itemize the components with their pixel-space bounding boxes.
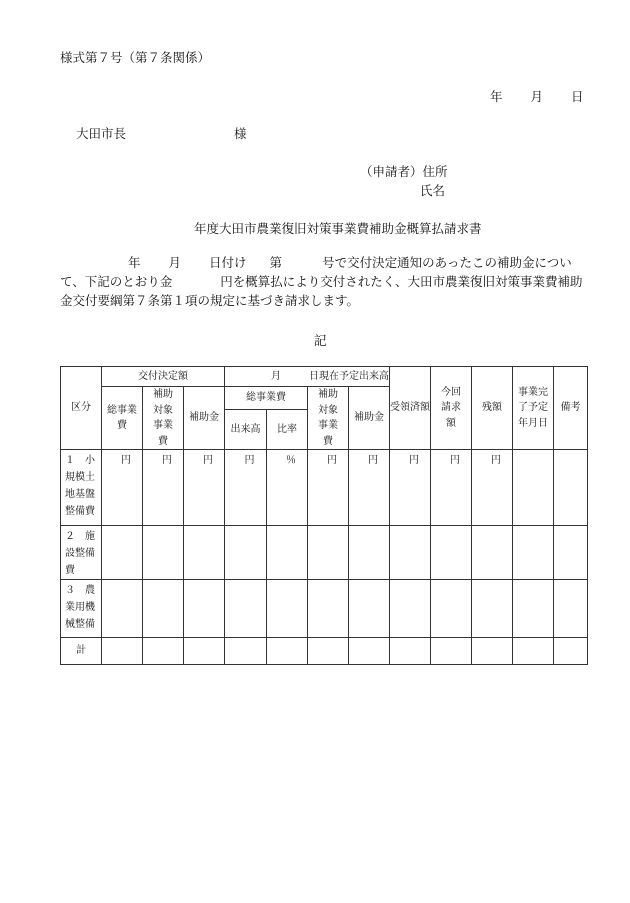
table-cell <box>143 526 184 580</box>
table-cell <box>513 638 554 665</box>
table-cell <box>349 526 390 580</box>
body-dai: 第 <box>269 255 283 270</box>
header-kofu-subsidy: 補助金 <box>184 387 225 450</box>
body-day: 日付け <box>209 255 247 270</box>
row-label: ２ 施設整備費 <box>61 526 102 580</box>
table-cell <box>225 580 267 638</box>
table-cell <box>102 526 143 580</box>
unit-yen: 円 <box>308 450 349 526</box>
form-number: 様式第７号（第７条関係） <box>60 50 211 65</box>
table-cell <box>431 580 472 638</box>
header-received: 受領済額 <box>390 367 431 450</box>
table-cell <box>143 580 184 638</box>
unit-yen: 円 <box>102 450 143 526</box>
header-kofu-group: 交付決定額 <box>102 367 225 387</box>
unit-yen: 円 <box>390 450 431 526</box>
table-cell <box>390 526 431 580</box>
header-progress-total: 総事業費 <box>225 387 308 410</box>
header-progress-rate: 比率 <box>267 409 308 450</box>
table-cell <box>554 526 588 580</box>
table-cell <box>554 450 588 526</box>
request-table <box>60 366 588 665</box>
table-cell <box>308 526 349 580</box>
table-cell <box>184 638 225 665</box>
table-cell <box>554 580 588 638</box>
unit-percent: ％ <box>267 450 308 526</box>
table-cell <box>390 580 431 638</box>
header-progress-target: 補助対象事業費 <box>308 387 349 450</box>
table-cell <box>472 638 513 665</box>
unit-yen: 円 <box>431 450 472 526</box>
header-completion: 事業完了予定年月日 <box>513 367 554 450</box>
body-text-2: 円を概算払により交付されたく、大田市農業復旧対策事業費補助金交付要綱第７条第１項の規定に基づき請求します。 <box>60 274 583 308</box>
table-cell <box>431 526 472 580</box>
header-remaining: 残額 <box>472 367 513 450</box>
unit-yen: 円 <box>143 450 184 526</box>
addressee-honorific: 様 <box>234 126 247 141</box>
table-row <box>61 580 588 638</box>
table-cell <box>267 526 308 580</box>
body-text-1: 号で交付決定通知のあったこの補助金について、下記のとおり金 <box>60 255 572 289</box>
body-year: 年 <box>128 255 141 270</box>
header-kubun: 区分 <box>61 367 102 450</box>
row-label: ３ 農業用機械整備 <box>61 580 102 638</box>
table-cell <box>225 638 267 665</box>
document-title: 年度大田市農業復旧対策事業費補助金概算払請求書 <box>194 221 482 236</box>
header-progress-subsidy: 補助金 <box>349 387 390 450</box>
header-kofu-total: 総事業費 <box>102 387 143 450</box>
header-row-1 <box>61 367 588 387</box>
table-cell <box>184 580 225 638</box>
ki-heading: 記 <box>314 333 327 348</box>
table-cell <box>472 580 513 638</box>
unit-yen: 円 <box>225 450 267 526</box>
table-cell <box>513 450 554 526</box>
unit-yen: 円 <box>184 450 225 526</box>
date-day: 日 <box>571 89 584 104</box>
table-cell <box>431 638 472 665</box>
unit-yen: 円 <box>472 450 513 526</box>
applicant-address-label: （申請者）住所 <box>360 164 448 179</box>
date-line <box>490 87 584 105</box>
row-label: １ 小規模土地基盤整備費 <box>61 450 102 526</box>
header-kofu-target: 補助対象事業費 <box>143 387 184 450</box>
table-cell <box>472 526 513 580</box>
row-label-total: 計 <box>61 638 102 665</box>
addressee-name: 大田市長 <box>76 126 127 141</box>
table-cell <box>308 580 349 638</box>
header-progress-group <box>225 367 390 387</box>
table-cell <box>267 580 308 638</box>
table-cell <box>184 526 225 580</box>
table-cell <box>267 638 308 665</box>
table-cell <box>513 526 554 580</box>
header-progress-month: 月 <box>271 370 281 382</box>
table-cell <box>143 638 184 665</box>
table-cell <box>225 526 267 580</box>
table-row <box>61 526 588 580</box>
table-cell <box>349 580 390 638</box>
table-cell <box>308 638 349 665</box>
table-cell <box>349 638 390 665</box>
unit-yen: 円 <box>349 450 390 526</box>
table-cell <box>102 638 143 665</box>
date-month: 月 <box>530 89 544 104</box>
header-progress-label: 日現在予定出来高 <box>309 370 389 382</box>
applicant-name-label: 氏名 <box>420 183 446 198</box>
addressee <box>76 124 247 142</box>
table-row <box>61 450 588 526</box>
table-cell <box>513 580 554 638</box>
table-row-total <box>61 638 588 665</box>
body-text <box>60 253 590 310</box>
table-cell <box>554 638 588 665</box>
date-year: 年 <box>490 89 503 104</box>
table-cell <box>102 580 143 638</box>
header-remarks: 備考 <box>554 367 588 450</box>
body-month: 月 <box>168 255 182 270</box>
header-progress-amount: 出来高 <box>225 409 267 450</box>
header-current: 今回請求額 <box>431 367 472 450</box>
table-cell <box>390 638 431 665</box>
